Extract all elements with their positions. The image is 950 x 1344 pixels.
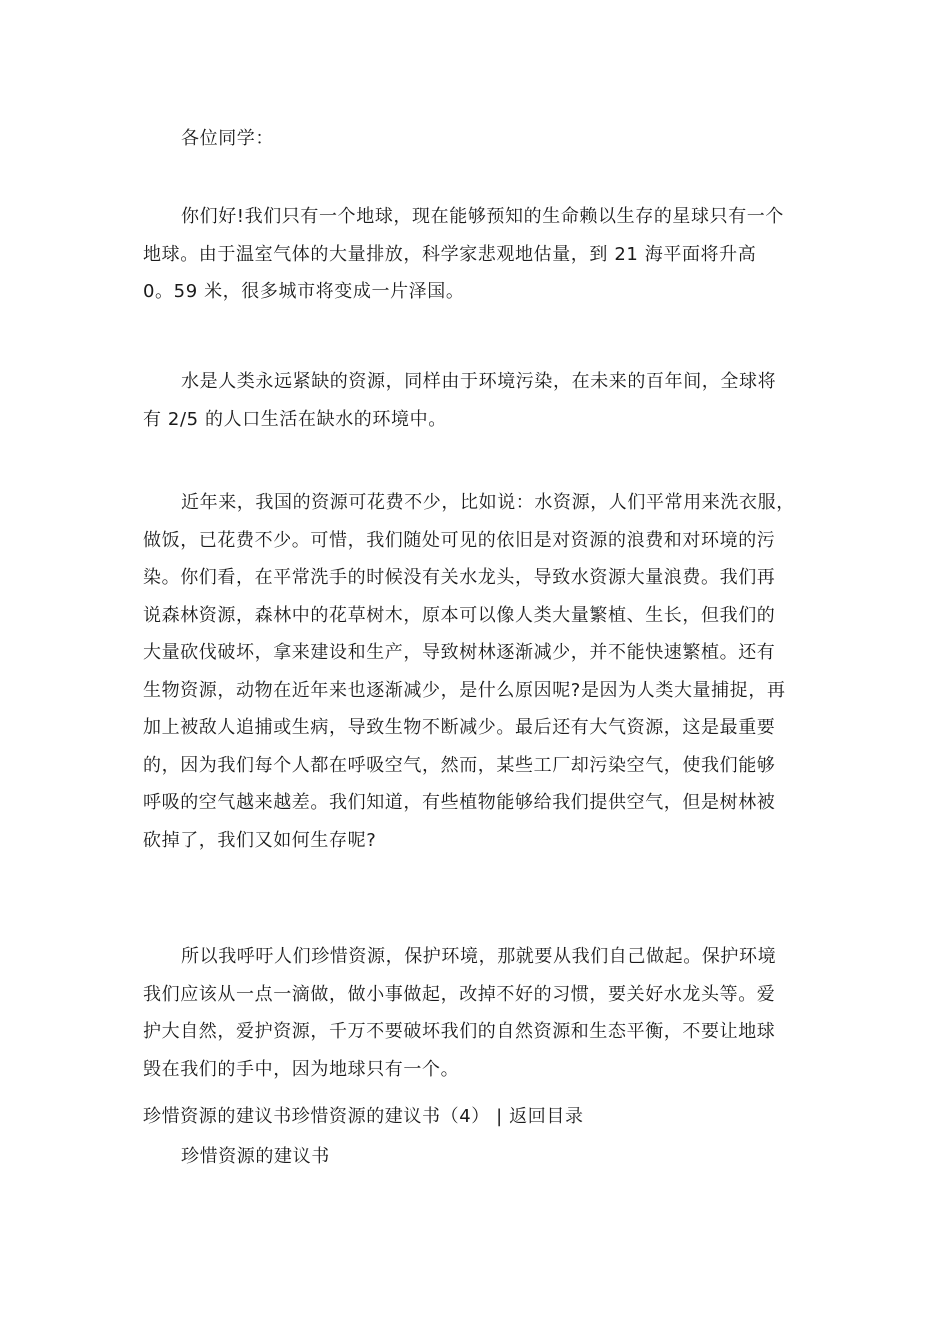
section-heading-line bbox=[143, 1098, 808, 1136]
greeting-line: 各位同学： bbox=[181, 128, 274, 149]
paragraph-line: 加上被敌人追捕或生病，导致生物不断减少。最后还有大气资源，这是最重要 bbox=[143, 717, 776, 738]
paragraph-line: 我们应该从一点一滴做，做小事做起，改掉不好的习惯，要关好水龙头等。爱 bbox=[143, 983, 776, 1005]
paragraph-water bbox=[143, 363, 808, 438]
sub-heading-title: 珍惜资源的建议书 bbox=[181, 1146, 330, 1167]
paragraph-line: 水是人类永远紧缺的资源，同样由于环境污染，在未来的百年间，全球将 bbox=[181, 371, 777, 392]
section-title: 珍惜资源的建议书珍惜资源的建议书（4） bbox=[143, 1106, 490, 1127]
paragraph-line: 说森林资源，森林中的花草树木，原本可以像人类大量繁植、生长，但我们的 bbox=[143, 604, 776, 626]
paragraph-line: 所以我呼吁人们珍惜资源，保护环境，那就要从我们自己做起。保护环境 bbox=[181, 946, 777, 967]
paragraph-line: 近年来，我国的资源可花费不少，比如说：水资源，人们平常用来洗衣服， bbox=[181, 492, 795, 513]
paragraph-line: 你们好!我们只有一个地球，现在能够预知的生命赖以生存的星球只有一个 bbox=[181, 206, 785, 227]
paragraph-resources bbox=[143, 484, 808, 859]
greeting-paragraph bbox=[143, 120, 808, 158]
paragraph-line: 砍掉了，我们又如何生存呢? bbox=[143, 829, 377, 851]
paragraph-line: 的，因为我们每个人都在呼吸空气，然而，某些工厂却污染空气，使我们能够 bbox=[143, 754, 776, 776]
paragraph-earth bbox=[143, 198, 808, 311]
paragraph-line: 呼吸的空气越来越差。我们知道，有些植物能够给我们提供空气，但是树林被 bbox=[143, 792, 776, 813]
paragraph-line: 大量砍伐破坏，拿来建设和生产，导致树林逐渐减少，并不能快速繁植。还有 bbox=[143, 642, 776, 663]
paragraph-line: 护大自然，爱护资源，千万不要破坏我们的自然资源和生态平衡，不要让地球 bbox=[143, 1021, 776, 1042]
return-to-contents-link[interactable]: 返回目录 bbox=[509, 1106, 584, 1127]
paragraph-call-to-action bbox=[143, 938, 808, 1088]
paragraph-line: 有 2/5 的人口生活在缺水的环境中。 bbox=[143, 408, 447, 430]
paragraph-line: 做饭，已花费不少。可惜，我们随处可见的依旧是对资源的浪费和对环境的污 bbox=[143, 529, 776, 551]
paragraph-line: 染。你们看，在平常洗手的时候没有关水龙头，导致水资源大量浪费。我们再 bbox=[143, 567, 776, 588]
paragraph-line: 0。59 米，很多城市将变成一片泽国。 bbox=[143, 281, 465, 302]
paragraph-line: 生物资源，动物在近年来也逐渐减少，是什么原因呢?是因为人类大量捕捉，再 bbox=[143, 679, 786, 701]
heading-separator: | bbox=[489, 1106, 510, 1127]
sub-heading bbox=[143, 1138, 808, 1176]
paragraph-line: 地球。由于温室气体的大量排放，科学家悲观地估量，到 21 海平面将升高 bbox=[143, 243, 757, 265]
paragraph-line: 毁在我们的手中，因为地球只有一个。 bbox=[143, 1058, 460, 1080]
section-heading bbox=[143, 1098, 808, 1136]
